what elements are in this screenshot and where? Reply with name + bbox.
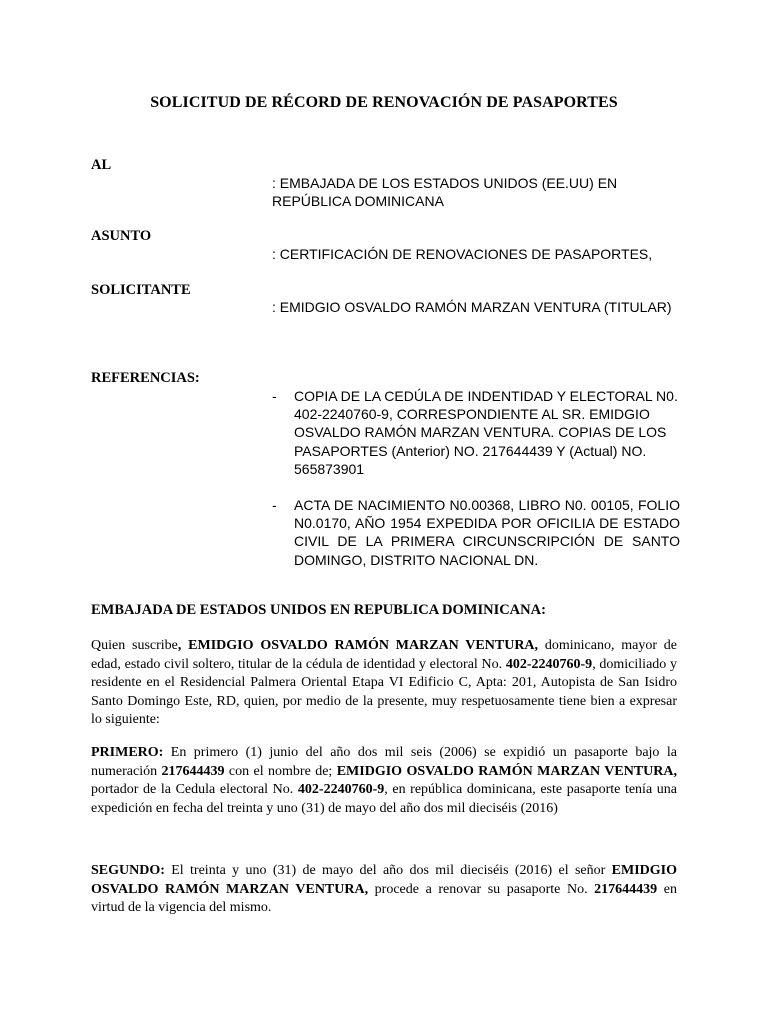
document-title: SOLICITUD DE RÉCORD DE RENOVACIÓN DE PASAPORTES — [150, 94, 618, 111]
intro-text-3: , domiciliado y residente en el Residencial Palmera Oriental Etapa VI Edificio C, Apta: 201, Autopista de San Isidro Santo Domingo Este, RD, quien, por medio de la presente, muy respetuosamente tiene bien a expresar lo siguiente: — [91, 656, 677, 728]
segundo-text-3: en virtud de la vigencia del mismo. — [91, 881, 677, 916]
list-dash: - — [272, 497, 277, 514]
field-value-solicitante: : EMIDGIO OSVALDO RAMÓN MARZAN VENTURA (TITULAR) — [272, 299, 672, 315]
field-value-asunto: : CERTIFICACIÓN DE RENOVACIONES DE PASAPORTES, — [272, 246, 653, 262]
primero-bold-cedula: 402-2240760-9 — [297, 782, 385, 798]
intro-text-1: Quien suscribe — [91, 638, 178, 653]
segundo-text-2: procede a renovar su pasaporte No. — [368, 881, 595, 897]
primero-paragraph — [91, 744, 677, 818]
segundo-heading: SEGUNDO: — [91, 863, 165, 878]
intro-bold-name: , EMIDGIO OSVALDO RAMÓN MARZAN VENTURA, — [177, 638, 539, 653]
segundo-text-1: El treinta y uno (31) de mayo del año dos mil dieciséis (2016) el señor — [164, 863, 612, 878]
reference-item — [272, 496, 680, 569]
reference-item — [272, 387, 680, 478]
primero-text-2: con el nombre de; — [224, 763, 337, 779]
primero-bold-name: EMIDGIO OSVALDO RAMÓN MARZAN VENTURA, — [336, 763, 678, 779]
reference-list — [272, 387, 680, 569]
intro-bold-cedula: 402-2240760-9 — [505, 656, 593, 672]
section-heading: EMBAJADA DE ESTADOS UNIDOS EN REPUBLICA DOMINICANA: — [91, 602, 546, 618]
primero-text-3: portador de la Cedula electoral No. — [91, 782, 298, 798]
reference-text: ACTA DE NACIMIENTO N0.00368, LIBRO N0. 00105, FOLIO N0.0170, AÑO 1954 EXPEDIDA POR OFICILIA DE ESTADO CIVIL DE LA PRIMERA CIRCUNSCRIPCIÓN DE SANTO DOMINGO, DISTRITO NACIONAL DN. — [294, 497, 680, 568]
field-label-al: AL — [91, 157, 112, 173]
segundo-bold-name: EMIDGIO OSVALDO RAMÓN MARZAN VENTURA, — [91, 863, 677, 897]
intro-paragraph — [91, 637, 677, 730]
field-value-al: : EMBAJADA DE LOS ESTADOS UNIDOS (EE.UU) EN REPÚBLICA DOMINICANA — [272, 175, 618, 209]
list-dash: - — [272, 388, 277, 404]
field-label-asunto: ASUNTO — [91, 228, 152, 244]
intro-text-2: dominicano, mayor de edad, estado civil soltero, titular de la cédula de identidad y electoral No. — [91, 638, 678, 672]
field-label-referencias: REFERENCIAS: — [91, 370, 200, 386]
primero-heading: PRIMERO: — [91, 745, 164, 760]
segundo-paragraph — [91, 862, 677, 918]
primero-text-4: , en república dominicana, este pasaporte tenía una expedición en fecha del treinta y uno (31) de mayo del año dos mil dieciséis (2016) — [91, 782, 677, 816]
primero-text-1: En primero (1) junio del año dos mil seis (2006) se expidió un pasaporte bajo la numeración — [91, 745, 677, 779]
segundo-bold-passport: 217644439 — [594, 881, 658, 897]
primero-bold-passport: 217644439 — [161, 763, 225, 779]
field-label-solicitante: SOLICITANTE — [91, 282, 191, 298]
reference-text: COPIA DE LA CEDÚLA DE INDENTIDAD Y ELECTORAL N0. 402-2240760-9, CORRESPONDIENTE AL SR. EMIDGIO OSVALDO RAMÓN MARZAN VENTURA. COPIAS DE LOS PASAPORTES (Anterior) NO. 217644439 Y (Actual) NO. 565873901 — [294, 388, 678, 477]
